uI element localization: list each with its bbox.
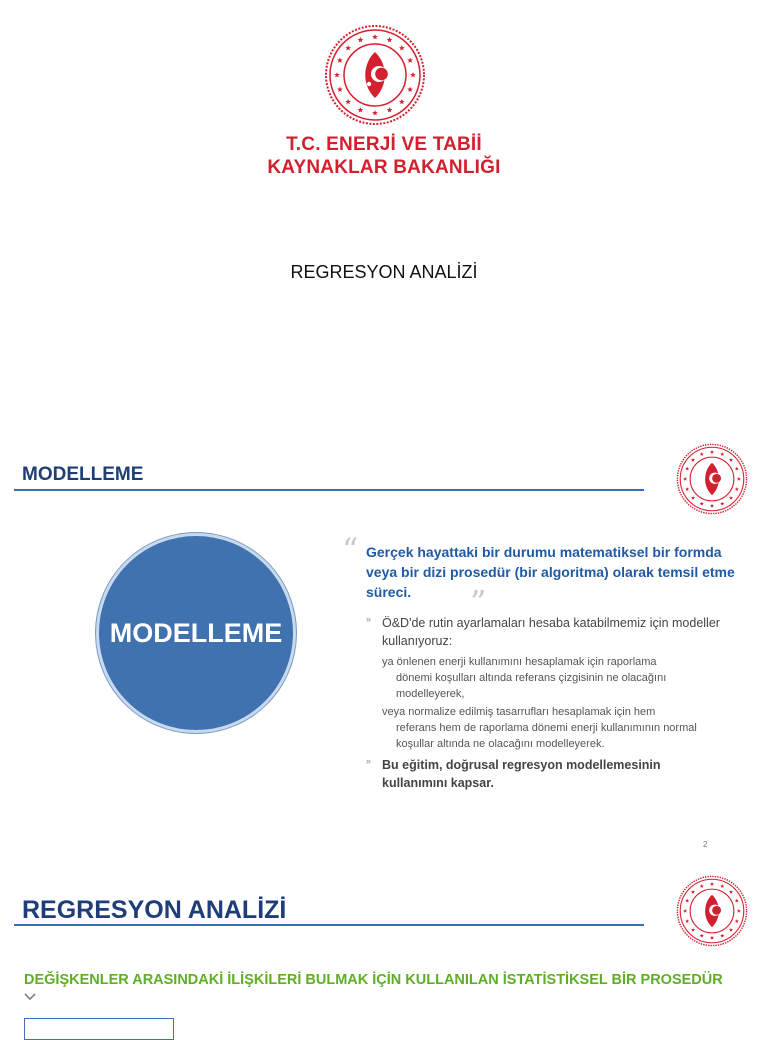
seal-star-icon <box>735 899 739 903</box>
chevron-down-icon[interactable] <box>24 992 36 1002</box>
seal-star-icon <box>700 502 704 506</box>
presentation-title: REGRESYON ANALİZİ <box>290 262 478 282</box>
close-quote-icon: ” <box>470 583 487 621</box>
open-quote-icon: “ <box>342 531 359 569</box>
seal-star-icon <box>372 110 378 115</box>
seal-star-icon <box>720 934 724 938</box>
seal-star-icon <box>358 107 364 112</box>
seal-star-icon <box>691 928 695 932</box>
bullet-text: Ö&D'de rutin ayarlamaları hesaba katabilmemiz için modeller kullanıyoruz: <box>382 616 720 648</box>
content-box <box>24 1018 174 1040</box>
seal-star-icon <box>735 487 739 491</box>
seal-star-icon <box>387 107 393 112</box>
seal-star-icon <box>691 890 695 894</box>
seal-star-icon <box>399 45 405 50</box>
modelleme-heading: MODELLEME <box>22 464 144 485</box>
sub-bullet-continuation: referans hem de raporlama dönemi enerji kullanımının normal koşullar altında ne olacağını modelleyerek. <box>396 722 697 750</box>
seal-star-icon <box>685 467 689 471</box>
seal-star-icon <box>737 477 741 481</box>
seal-star-icon <box>410 72 416 77</box>
seal-star-icon <box>372 34 378 39</box>
ministry-seal-logo-small <box>676 443 748 515</box>
bullet-marker-icon: » <box>366 614 372 624</box>
seal-star-icon <box>337 57 343 62</box>
seal-star-icon <box>735 467 739 471</box>
seal-star-icon <box>358 37 364 42</box>
seal-star-icon <box>735 919 739 923</box>
seal-star-icon <box>691 458 695 462</box>
seal-star-icon <box>337 87 343 92</box>
page-number: 2 <box>703 840 708 849</box>
seal-star-icon <box>720 452 724 456</box>
seal-star-icon <box>710 504 714 508</box>
seal-star-icon <box>710 936 714 940</box>
regresyon-heading: REGRESYON ANALİZİ <box>22 896 287 924</box>
seal-star-icon <box>399 99 405 104</box>
seal-star-icon <box>720 884 724 888</box>
sub-bullet-item <box>382 654 722 702</box>
ministry-name-line-2: KAYNAKLAR BAKANLIĞI <box>267 157 501 178</box>
regression-definition-heading: DEĞİŞKENLER ARASINDAKİ İLİŞKİLERİ BULMAK İÇİN KULLANILAN İSTATİSTİKSEL BİR PROSEDÜR <box>24 972 723 988</box>
seal-star-icon <box>685 487 689 491</box>
seal-star-icon <box>407 57 413 62</box>
seal-star-icon <box>685 899 689 903</box>
seal-star-icon <box>345 99 351 104</box>
heading-rule <box>14 924 644 926</box>
seal-star-icon <box>691 496 695 500</box>
bullet-marker-icon: » <box>366 756 372 766</box>
seal-star-icon <box>729 496 733 500</box>
modelleme-circle <box>96 533 296 733</box>
bullet-item <box>366 756 726 792</box>
seal-star-icon <box>345 45 351 50</box>
modelleme-circle-label: MODELLEME <box>109 617 283 648</box>
seal-star-icon <box>685 919 689 923</box>
ministry-seal-logo <box>324 24 426 126</box>
sub-bullet-line: veya normalize edilmiş tasarrufları hesaplamak için hem <box>382 706 656 718</box>
heading-rule <box>14 489 644 491</box>
sub-bullet-line: ya önlenen enerji kullanımını hesaplamak için raporlama <box>382 656 657 668</box>
ministry-seal-logo-small <box>676 875 748 947</box>
sub-bullet-continuation: dönemi koşulları altında referans çizgisinin ne olacağını modelleyerek, <box>396 672 667 700</box>
seal-star-icon <box>700 452 704 456</box>
seal-star-icon <box>710 450 714 454</box>
bullet-item <box>366 614 726 650</box>
definition-quote: Gerçek hayattaki bir durumu matematiksel bir formda veya bir dizi prosedür (bir algoritma) olarak temsil etme süreci. <box>366 544 735 600</box>
seal-star-icon <box>720 502 724 506</box>
seal-star-icon <box>334 72 340 77</box>
seal-star-icon <box>737 909 741 913</box>
seal-star-icon <box>710 882 714 886</box>
seal-star-icon <box>729 890 733 894</box>
seal-star-icon <box>700 934 704 938</box>
seal-star-icon <box>700 884 704 888</box>
seal-star-icon <box>387 37 393 42</box>
seal-star-icon <box>683 909 687 913</box>
seal-star-icon <box>729 458 733 462</box>
seal-star-icon <box>407 87 413 92</box>
ministry-name-line-1: T.C. ENERJİ VE TABİİ <box>286 134 482 155</box>
bullet-text: Bu eğitim, doğrusal regresyon modellemesinin kullanımını kapsar. <box>382 758 661 790</box>
sub-bullet-item <box>382 704 722 752</box>
seal-star-icon <box>683 477 687 481</box>
seal-star-icon <box>729 928 733 932</box>
